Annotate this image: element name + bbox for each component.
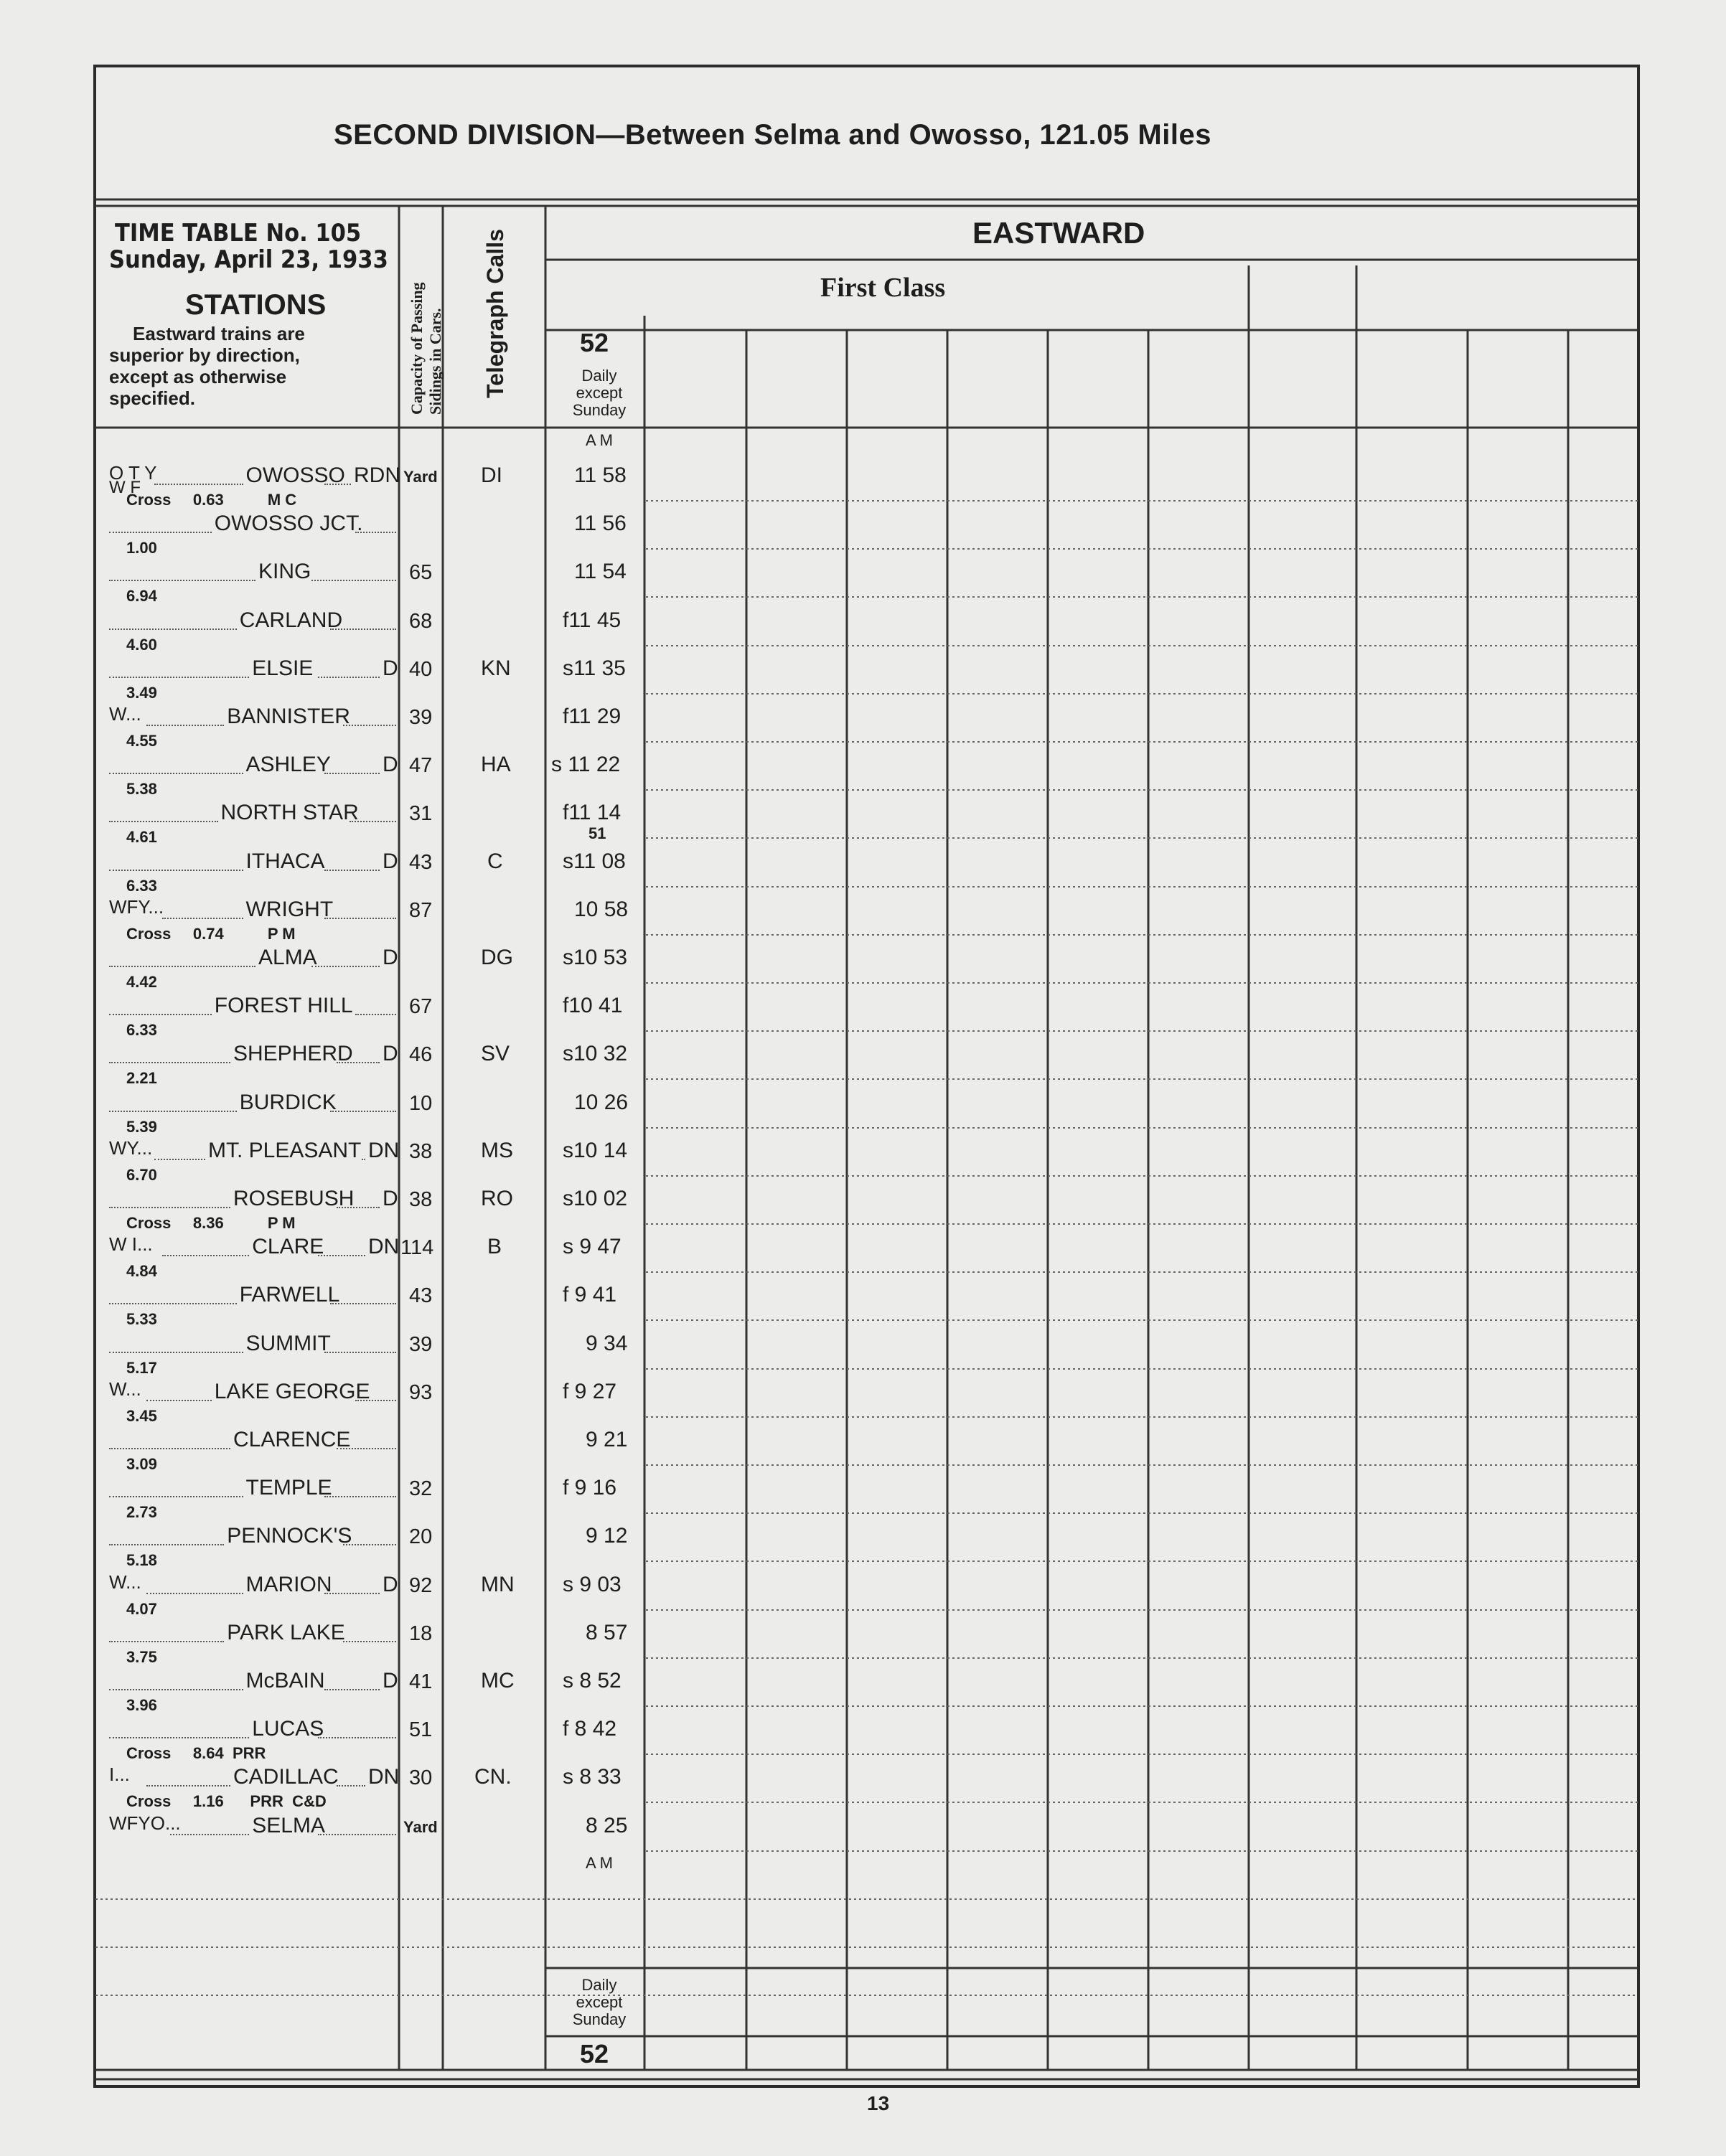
leader-dots — [324, 918, 397, 919]
station-name: WRIGHT — [245, 897, 334, 921]
siding-capacity: 31 — [409, 802, 433, 826]
leader-dots — [109, 532, 212, 533]
leader-dots — [162, 918, 243, 919]
station-name: OWOSSO — [245, 463, 345, 487]
train-schedule-top-2: except — [576, 384, 623, 402]
station-name: CADILLAC — [233, 1765, 339, 1789]
siding-capacity: 114 — [400, 1236, 434, 1260]
station-name: SELMA — [252, 1813, 325, 1837]
leader-dots — [109, 1689, 243, 1690]
siding-capacity: 43 — [409, 1284, 433, 1308]
telegraph-call: CN. — [474, 1765, 512, 1789]
telegraph-call: C — [487, 849, 503, 873]
siding-capacity: 40 — [409, 657, 433, 681]
siding-capacity: 20 — [409, 1525, 433, 1549]
division-title: SECOND DIVISION—Between Selma and Owosso, 121.05 Miles — [334, 119, 1211, 151]
train-schedule-top-3: Sunday — [572, 401, 627, 419]
leader-dots — [355, 1400, 396, 1401]
stations-note-1: Eastward trains are — [133, 323, 305, 344]
station-mileage: 3.75 — [126, 1647, 157, 1666]
siding-capacity: 67 — [409, 995, 433, 1019]
leader-dots — [311, 966, 380, 967]
station-mileage: 4.61 — [126, 828, 157, 847]
station-mileage: 1.00 — [126, 539, 157, 557]
station-name: LAKE GEORGE — [214, 1379, 370, 1403]
station-name: NORTH STAR — [220, 801, 359, 825]
leader-dots — [162, 1255, 249, 1256]
station-name: ALMA — [258, 946, 317, 969]
siding-capacity: 39 — [409, 1332, 433, 1356]
leader-dots — [343, 725, 396, 726]
train-time: f10 41 — [563, 994, 623, 1018]
station-name: CLARE — [252, 1235, 324, 1259]
leader-dots — [355, 532, 396, 533]
leader-dots — [318, 1255, 365, 1256]
station-mileage: 6.33 — [126, 1021, 157, 1040]
capacity-heading-1: Capacity of Passing — [408, 282, 426, 415]
train-schedule-bottom-3: Sunday — [572, 2010, 627, 2028]
station-prefix: I... — [109, 1764, 130, 1786]
train-time: f11 29 — [563, 705, 622, 728]
train-time: f 9 27 — [563, 1379, 617, 1403]
leader-dots — [311, 580, 396, 581]
leader-dots — [109, 1014, 212, 1015]
leader-dots — [109, 1207, 230, 1208]
siding-capacity: 93 — [409, 1380, 433, 1404]
leader-dots — [109, 1737, 249, 1738]
siding-capacity: 87 — [409, 898, 433, 922]
station-name: MT. PLEASANT — [208, 1138, 362, 1162]
train-schedule-bottom-1: Daily — [581, 1976, 617, 1994]
leader-dots — [324, 1496, 397, 1497]
station-mileage: 6.94 — [126, 587, 157, 606]
station-mileage: 6.70 — [126, 1165, 157, 1184]
train-time: s 11 22 — [551, 753, 621, 777]
train-time: f 9 16 — [563, 1476, 617, 1500]
leader-dots — [170, 1834, 249, 1835]
train-time: s 8 33 — [563, 1765, 622, 1789]
station-mileage: 6.33 — [126, 876, 157, 895]
train-time: s10 32 — [563, 1042, 628, 1066]
train-schedule-top-1: Daily — [581, 367, 617, 385]
station-suffix: D — [383, 1669, 398, 1693]
station-mileage: 5.17 — [126, 1358, 157, 1377]
train-number-top: 52 — [580, 328, 609, 357]
station-mileage: 4.07 — [126, 1599, 157, 1618]
siding-capacity: 47 — [409, 754, 433, 778]
leader-dots — [109, 629, 237, 630]
train-schedule-bottom-2: except — [576, 1993, 623, 2011]
train-am-top: A M — [586, 431, 613, 449]
leader-dots — [362, 1159, 365, 1160]
station-mileage: Cross 0.74 P M — [126, 924, 296, 943]
station-name: OWOSSO JCT. — [214, 512, 363, 536]
leader-dots — [318, 1834, 396, 1835]
leader-dots — [324, 1689, 380, 1690]
station-mileage: 2.21 — [126, 1069, 157, 1088]
leader-dots — [109, 1303, 237, 1304]
train-time: 9 21 — [586, 1428, 628, 1451]
station-name: ELSIE — [252, 656, 314, 680]
train-time: 11 54 — [574, 560, 627, 584]
siding-capacity: Yard — [403, 1817, 438, 1836]
telegraph-heading: Telegraph Calls — [482, 229, 508, 398]
station-suffix: D — [383, 849, 398, 873]
telegraph-call: KN — [481, 656, 511, 680]
train-time: s 9 47 — [563, 1235, 622, 1259]
station-suffix: DN — [368, 1138, 400, 1162]
station-suffix: D — [383, 1187, 398, 1210]
leader-dots — [109, 1448, 230, 1449]
station-name: CLARENCE — [233, 1428, 351, 1451]
station-name: McBAIN — [245, 1669, 325, 1693]
telegraph-call: RO — [481, 1187, 513, 1210]
stations-heading: STATIONS — [185, 289, 327, 321]
leader-dots — [324, 773, 380, 774]
station-mileage: Cross 8.36 P M — [126, 1214, 296, 1232]
leader-dots — [324, 1352, 397, 1353]
telegraph-call: DG — [481, 946, 513, 969]
station-suffix: D — [383, 656, 398, 680]
station-prefix: W... — [109, 1571, 141, 1593]
leader-dots — [109, 870, 243, 871]
telegraph-call: HA — [481, 753, 511, 777]
station-name: CARLAND — [239, 608, 343, 632]
leader-dots — [324, 484, 352, 485]
class-heading: First Class — [820, 273, 946, 303]
leader-dots — [109, 1352, 243, 1353]
train-time: s 9 03 — [563, 1572, 622, 1596]
siding-capacity: Yard — [403, 468, 438, 486]
leader-dots — [109, 1544, 224, 1545]
leader-dots — [337, 1062, 380, 1063]
train-time: f11 45 — [563, 608, 622, 632]
leader-dots — [343, 1544, 396, 1545]
station-prefix: WFYO... — [109, 1812, 181, 1834]
station-name: SUMMIT — [245, 1331, 331, 1355]
station-prefix-2: W F — [109, 478, 141, 497]
train-time: s10 02 — [563, 1187, 628, 1210]
capacity-heading-2: Sidings in Cars. — [426, 308, 444, 415]
leader-dots — [343, 1641, 396, 1642]
telegraph-call: SV — [481, 1042, 510, 1066]
stations-note-2: superior by direction, — [109, 344, 300, 366]
leader-dots — [330, 1111, 396, 1112]
leader-dots — [109, 1641, 224, 1642]
station-name: FARWELL — [239, 1283, 340, 1307]
station-suffix: DN — [368, 1235, 400, 1259]
station-name: KING — [258, 560, 311, 584]
train-time: s10 53 — [563, 946, 628, 969]
station-name: TEMPLE — [245, 1476, 332, 1500]
train-time: s11 35 — [563, 656, 626, 680]
leader-dots — [355, 1014, 396, 1015]
siding-capacity: 46 — [409, 1043, 433, 1067]
station-name: MARION — [245, 1572, 332, 1596]
stations-note-4: specified. — [109, 387, 195, 409]
train-time: 9 34 — [586, 1331, 628, 1355]
leader-dots — [318, 677, 380, 678]
train-time: 10 58 — [574, 897, 629, 921]
train-time: 11 58 — [574, 463, 627, 487]
siding-capacity: 41 — [409, 1670, 433, 1693]
station-name: ASHLEY — [245, 753, 331, 777]
telegraph-call: MC — [481, 1669, 515, 1693]
station-prefix: WFY... — [109, 895, 164, 918]
station-suffix: RDN — [354, 463, 400, 487]
station-name: ITHACA — [245, 849, 325, 873]
leader-dots — [330, 1303, 396, 1304]
telegraph-call: DI — [481, 463, 502, 487]
leader-dots — [146, 725, 224, 726]
siding-capacity: 51 — [409, 1718, 433, 1742]
stations-note-3: except as otherwise — [109, 366, 287, 387]
siding-capacity: 43 — [409, 850, 433, 874]
station-name: SHEPHERD — [233, 1042, 353, 1066]
station-name: FOREST HILL — [214, 994, 353, 1018]
leader-dots — [109, 580, 255, 581]
train-time: s11 08 — [563, 849, 626, 873]
siding-capacity: 92 — [409, 1573, 433, 1597]
telegraph-call: B — [487, 1235, 502, 1259]
station-mileage: 3.96 — [126, 1696, 157, 1714]
train-time-note: 51 — [588, 824, 606, 843]
timetable-date: Sunday, April 23, 1933 — [109, 245, 388, 274]
leader-dots — [337, 1207, 380, 1208]
train-time: f 8 42 — [563, 1717, 617, 1741]
leader-dots — [324, 870, 380, 871]
station-name: PARK LAKE — [227, 1620, 345, 1644]
leader-dots — [324, 1593, 380, 1594]
station-mileage: 2.73 — [126, 1503, 157, 1522]
direction-heading: EASTWARD — [972, 216, 1145, 250]
station-mileage: 3.49 — [126, 683, 157, 702]
leader-dots — [146, 1593, 243, 1594]
telegraph-call: MN — [481, 1572, 515, 1596]
station-name: PENNOCK'S — [227, 1524, 352, 1548]
leader-dots — [109, 966, 255, 967]
leader-dots — [109, 1062, 230, 1063]
station-mileage: 3.09 — [126, 1455, 157, 1473]
station-suffix: DN — [368, 1765, 400, 1789]
train-time: s10 14 — [563, 1138, 628, 1162]
siding-capacity: 68 — [409, 609, 433, 633]
train-time: f 9 41 — [563, 1283, 617, 1307]
station-name: ROSEBUSH — [233, 1187, 355, 1210]
leader-dots — [109, 1111, 237, 1112]
station-suffix: D — [383, 1572, 398, 1596]
leader-dots — [154, 484, 243, 485]
siding-capacity: 38 — [409, 1139, 433, 1163]
siding-capacity: 10 — [409, 1091, 433, 1115]
leader-dots — [109, 821, 218, 822]
siding-capacity: 38 — [409, 1188, 433, 1211]
leader-dots — [154, 1159, 205, 1160]
station-prefix: W... — [109, 1378, 141, 1400]
station-mileage: 4.84 — [126, 1262, 157, 1281]
station-mileage: 5.39 — [126, 1117, 157, 1136]
leader-dots — [109, 1496, 243, 1497]
station-suffix: D — [383, 946, 398, 969]
telegraph-call: MS — [481, 1138, 513, 1162]
train-time: 10 26 — [574, 1090, 629, 1114]
station-suffix: D — [383, 753, 398, 777]
leader-dots — [109, 773, 243, 774]
leader-dots — [337, 1785, 365, 1787]
leader-dots — [350, 821, 397, 822]
leader-dots — [109, 677, 249, 678]
leader-dots — [330, 629, 396, 630]
station-prefix: W I... — [109, 1233, 153, 1256]
station-mileage: 4.42 — [126, 973, 157, 991]
siding-capacity: 32 — [409, 1477, 433, 1501]
station-name: BANNISTER — [227, 705, 350, 728]
station-name: LUCAS — [252, 1717, 324, 1741]
train-time: 8 25 — [586, 1813, 628, 1837]
train-number-bottom: 52 — [580, 2039, 609, 2068]
station-mileage: 3.45 — [126, 1406, 157, 1425]
page-number: 13 — [867, 2092, 890, 2114]
siding-capacity: 18 — [409, 1621, 433, 1645]
timetable-number: TIME TABLE No. 105 — [115, 219, 362, 248]
siding-capacity: 30 — [409, 1766, 433, 1790]
siding-capacity: 65 — [409, 561, 433, 585]
leader-dots — [337, 1448, 396, 1449]
station-mileage: 5.38 — [126, 780, 157, 799]
leader-dots — [318, 1737, 396, 1738]
train-time: f11 14 — [563, 801, 622, 825]
station-mileage: 5.18 — [126, 1551, 157, 1570]
train-time: 11 56 — [574, 512, 627, 536]
station-mileage: Cross 8.64 PRR — [126, 1744, 266, 1763]
train-time: 8 57 — [586, 1620, 628, 1644]
siding-capacity: 39 — [409, 706, 433, 729]
train-time: 9 12 — [586, 1524, 628, 1548]
train-am-bottom: A M — [586, 1854, 613, 1872]
station-prefix: O T Y — [109, 462, 157, 484]
station-mileage: 5.33 — [126, 1310, 157, 1329]
station-name: BURDICK — [239, 1090, 337, 1114]
leader-dots — [146, 1400, 212, 1401]
station-mileage: Cross 1.16 PRR C&D — [126, 1792, 327, 1811]
station-prefix: W... — [109, 703, 141, 725]
leader-dots — [146, 1785, 230, 1787]
station-mileage: 4.55 — [126, 732, 157, 750]
station-prefix: WY... — [109, 1136, 153, 1159]
station-mileage: Cross 0.63 M C — [126, 491, 297, 509]
station-mileage: 4.60 — [126, 635, 157, 654]
station-suffix: D — [383, 1042, 398, 1066]
train-time: s 8 52 — [563, 1669, 622, 1693]
